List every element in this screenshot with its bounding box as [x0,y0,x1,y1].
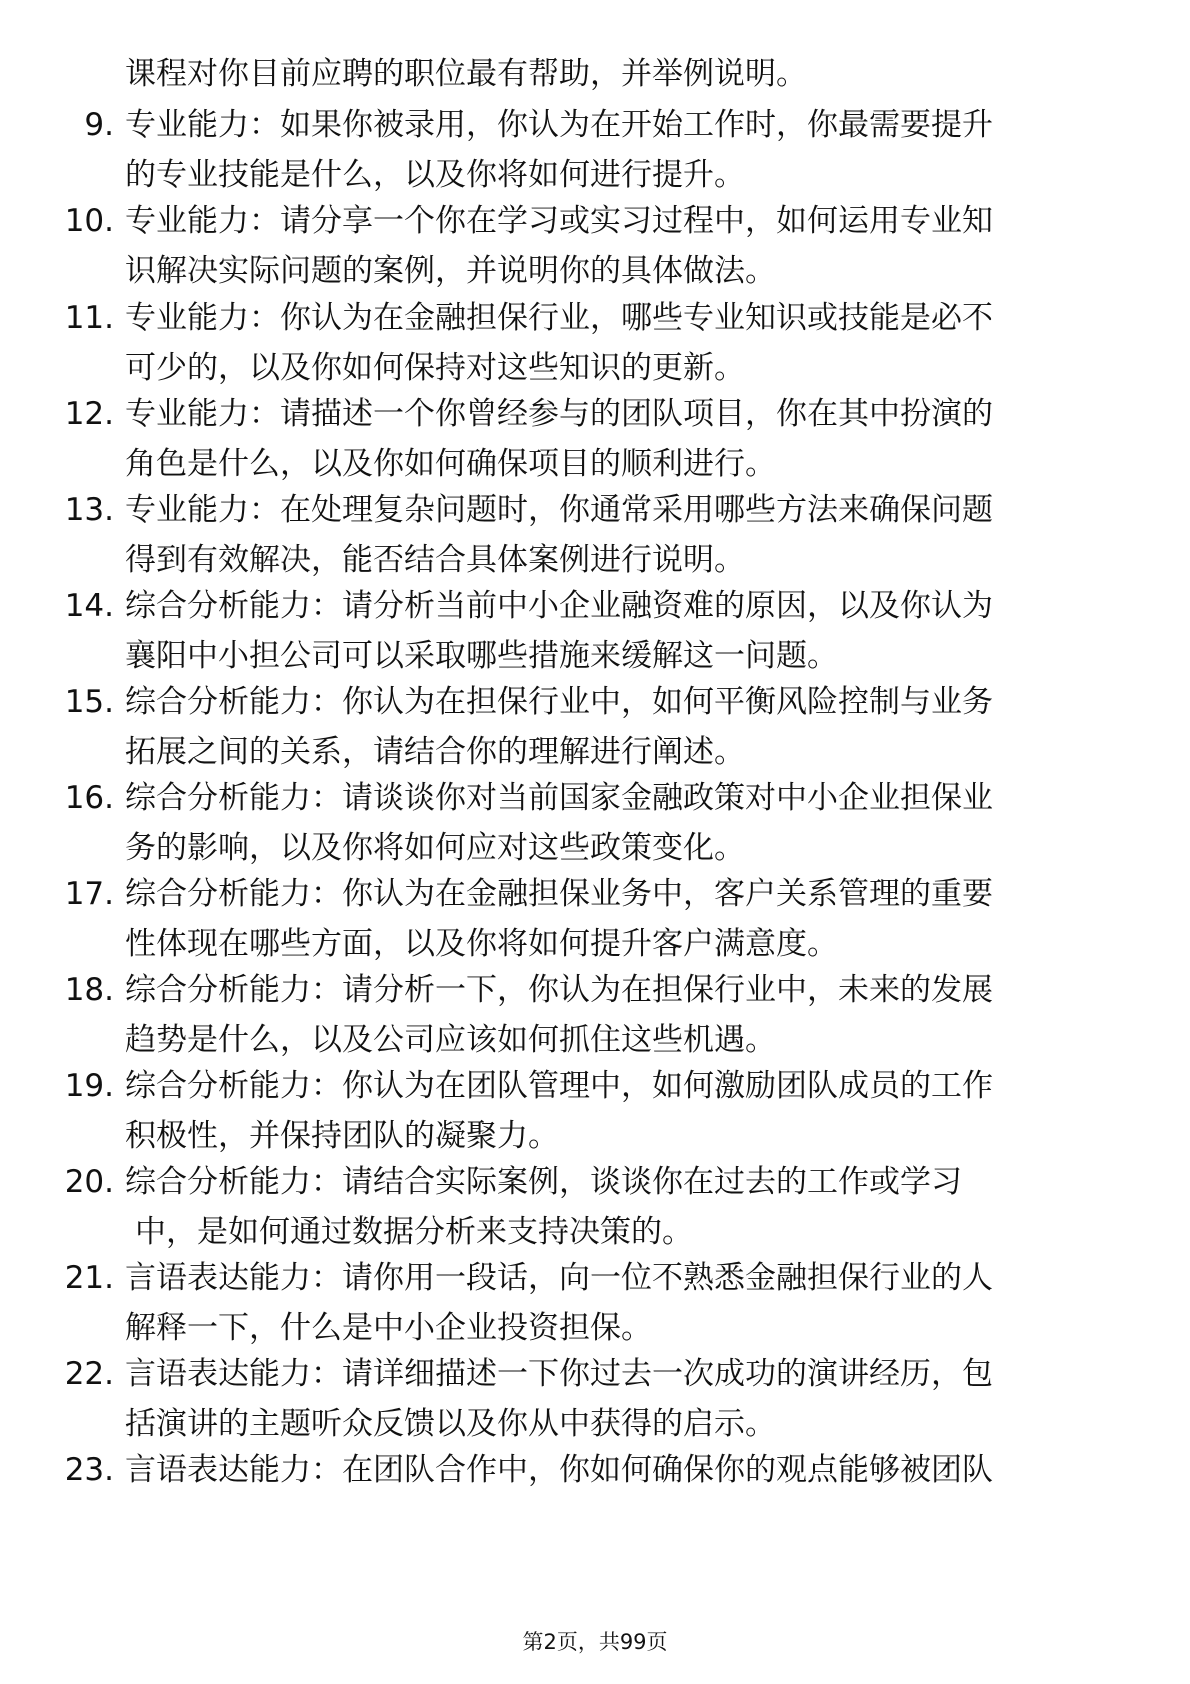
question-text-line1: 言语表达能力：请你用一段话，向一位不熟悉金融担保行业的人 [125,1260,993,1296]
question-text-line2: 角色是什么，以及你如何确保项目的顺利进行。 [125,446,776,482]
question-text-line2: 可少的，以及你如何保持对这些知识的更新。 [125,350,745,386]
question-text-line1: 专业能力：请描述一个你曾经参与的团队项目，你在其中扮演的 [125,396,993,432]
question-item-19 [0,1062,1190,1162]
question-number: 17. [64,876,114,912]
question-number: 9. [84,107,114,143]
question-text-line2: 襄阳中小担公司可以采取哪些措施来缓解这一问题。 [125,638,838,674]
question-text-line1: 综合分析能力：你认为在金融担保业务中，客户关系管理的重要 [125,876,993,912]
question-text-line1: 专业能力：如果你被录用，你认为在开始工作时，你最需要提升 [125,107,993,143]
question-text-line1: 专业能力：你认为在金融担保行业，哪些专业知识或技能是必不 [125,300,993,336]
question-text-line2: 括演讲的主题听众反馈以及你从中获得的启示。 [125,1406,776,1442]
question-item-11 [0,294,1190,394]
question-text-line1: 综合分析能力：请谈谈你对当前国家金融政策对中小企业担保业 [125,780,993,816]
question-item-23 [0,1446,1190,1546]
question-number: 12. [64,396,114,432]
question-text-line2: 性体现在哪些方面，以及你将如何提升客户满意度。 [125,926,838,962]
question-number: 22. [64,1356,114,1392]
question-text-line1: 综合分析能力：你认为在担保行业中，如何平衡风险控制与业务 [125,684,993,720]
page-footer: 第2页，共99页 [522,1630,668,1654]
question-item-16 [0,774,1190,874]
question-number: 10. [64,203,114,239]
question-number: 13. [64,492,114,528]
question-text-line2: 识解决实际问题的案例，并说明你的具体做法。 [125,253,776,289]
question-text-line1: 综合分析能力：请结合实际案例，谈谈你在过去的工作或学习 [125,1164,962,1200]
question-item-12 [0,390,1190,490]
question-text-line1: 专业能力：请分享一个你在学习或实习过程中，如何运用专业知 [125,203,993,239]
question-text-line2: 趋势是什么，以及公司应该如何抓住这些机遇。 [125,1022,776,1058]
question-text-line2: 解释一下，什么是中小企业投资担保。 [125,1310,652,1346]
question-number: 21. [64,1260,114,1296]
question-number: 23. [64,1452,114,1488]
question-text-line1: 综合分析能力：你认为在团队管理中，如何激励团队成员的工作 [125,1068,993,1104]
question-number: 16. [64,780,114,816]
question-number: 11. [64,300,114,336]
question-text-line2: 拓展之间的关系，请结合你的理解进行阐述。 [125,734,745,770]
question-item-14 [0,582,1190,682]
question-text-line2: 务的影响，以及你将如何应对这些政策变化。 [125,830,745,866]
question-text-line2: 积极性，并保持团队的凝聚力。 [125,1118,559,1154]
question-item-17 [0,870,1190,970]
carried-over-line: 课程对你目前应聘的职位最有帮助，并举例说明。 [125,56,807,92]
question-text-line1: 言语表达能力：在团队合作中，你如何确保你的观点能够被团队 [125,1452,993,1488]
question-text-line1: 综合分析能力：请分析当前中小企业融资难的原因，以及你认为 [125,588,993,624]
question-item-21 [0,1254,1190,1354]
question-number: 14. [64,588,114,624]
question-text-line1: 综合分析能力：请分析一下，你认为在担保行业中，未来的发展 [125,972,993,1008]
question-text-line2: 得到有效解决，能否结合具体案例进行说明。 [125,542,745,578]
question-item-15 [0,678,1190,778]
question-text-line2: 中，是如何通过数据分析来支持决策的。 [135,1214,693,1250]
question-number: 15. [64,684,114,720]
question-text-line1: 专业能力：在处理复杂问题时，你通常采用哪些方法来确保问题 [125,492,993,528]
question-item-13 [0,486,1190,586]
question-number: 20. [64,1164,114,1200]
question-item-18 [0,966,1190,1066]
question-item-22 [0,1350,1190,1450]
question-text-line1: 言语表达能力：请详细描述一下你过去一次成功的演讲经历，包 [125,1356,993,1392]
question-number: 18. [64,972,114,1008]
question-item-20 [0,1158,1190,1258]
question-item-10 [0,197,1190,297]
question-text-line2: 的专业技能是什么，以及你将如何进行提升。 [125,157,745,193]
question-item-9 [0,101,1190,201]
question-number: 19. [64,1068,114,1104]
